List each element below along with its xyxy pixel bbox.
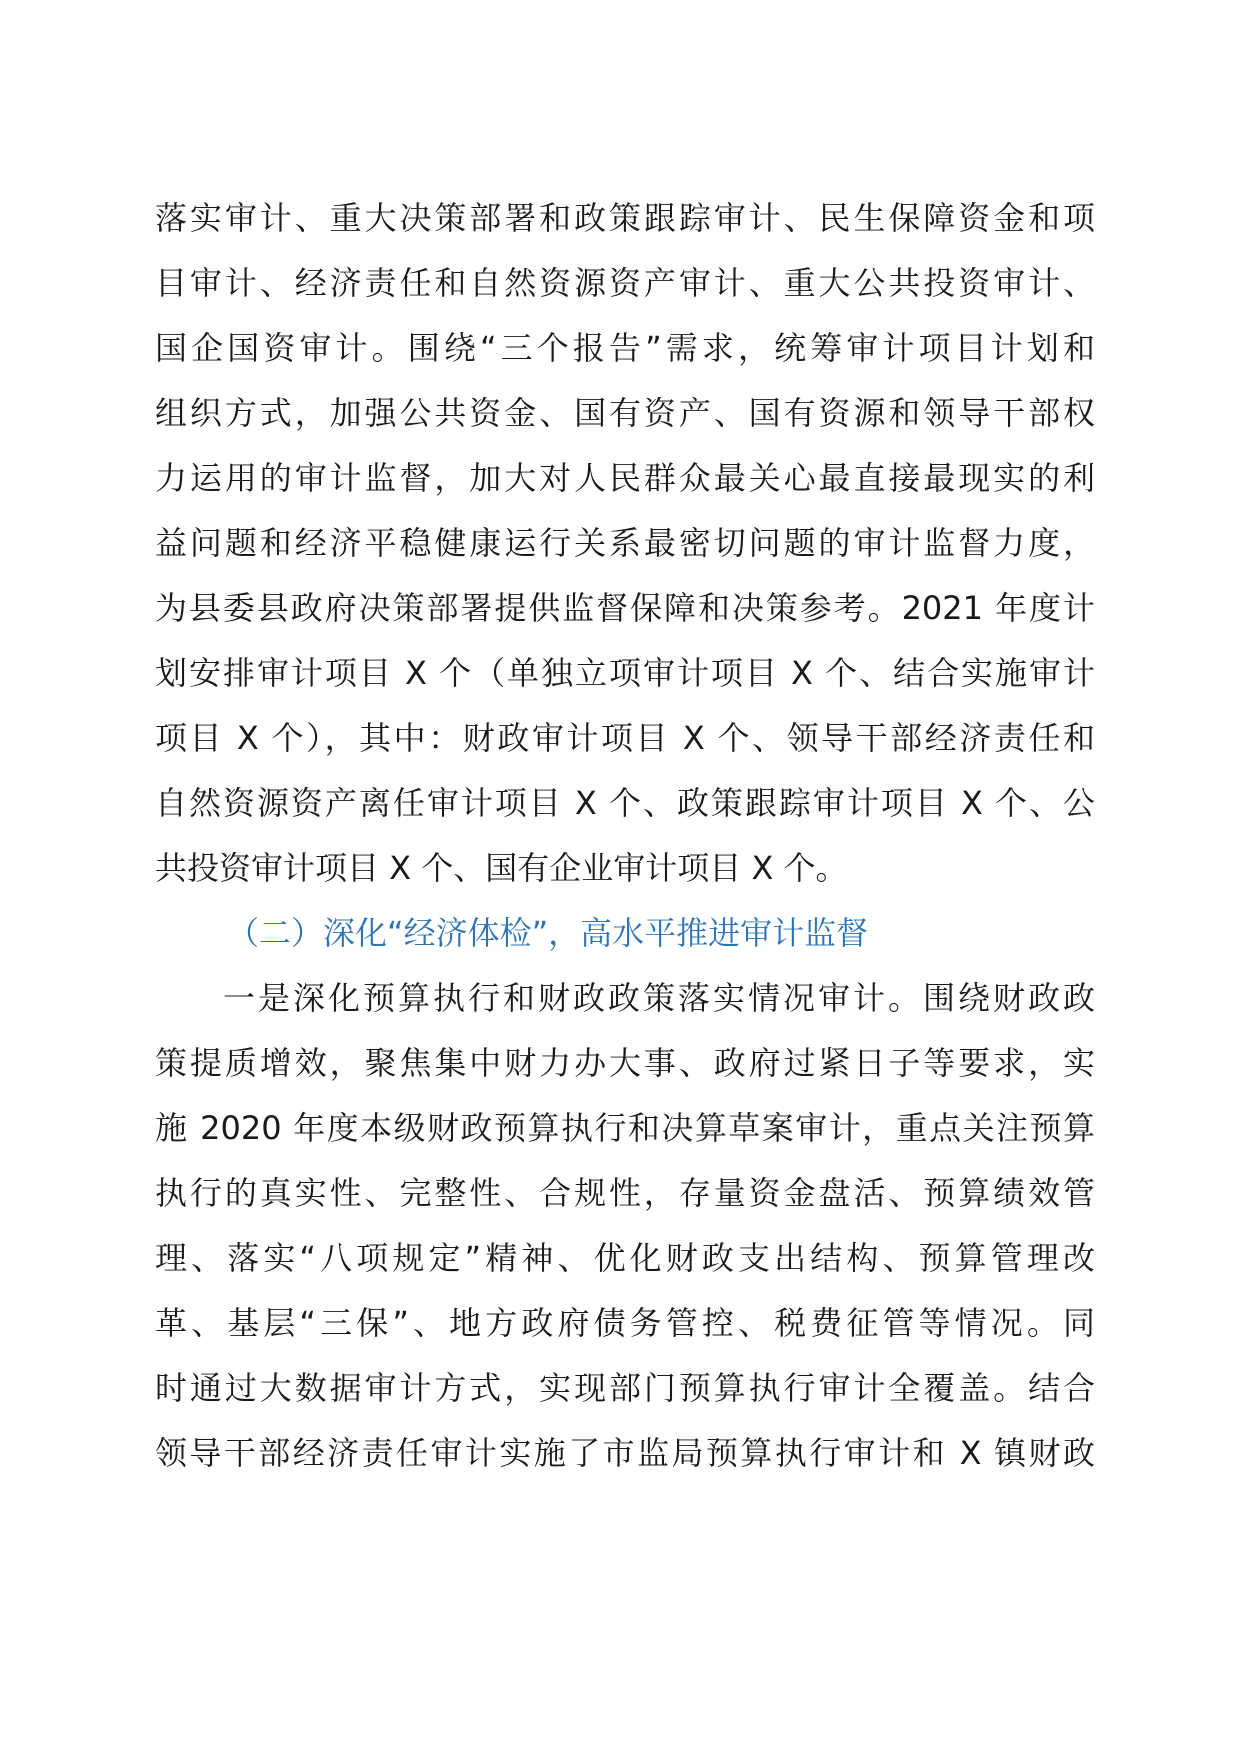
text-line: 落实审计、重大决策部署和政策跟踪审计、民生保障资金和项 [155,199,1095,237]
heading-text: （二）深化“经济体检”，高水平推进审计监督 [227,914,869,952]
text-line: 组织方式，加强公共资金、国有资产、国有资源和领导干部权 [155,394,1095,432]
text-line: 一是深化预算执行和财政政策落实情况审计。围绕财政政 [223,979,1095,1017]
section-heading [155,901,1095,966]
paragraph-1 [155,186,1095,901]
text-line: 力运用的审计监督，加大对人民群众最关心最直接最现实的利 [155,459,1095,497]
text-line: 自然资源资产离任审计项目 X 个、政策跟踪审计项目 X 个、公 [155,784,1095,822]
text-line: 项目 X 个），其中：财政审计项目 X 个、领导干部经济责任和 [155,719,1095,757]
text-line: 领导干部经济责任审计实施了市监局预算执行审计和 X 镇财政 [155,1434,1095,1472]
text-line: 理、落实“八项规定”精神、优化财政支出结构、预算管理改 [155,1239,1095,1277]
text-line: 共投资审计项目 X 个、国有企业审计项目 X 个。 [155,849,848,887]
text-line: 为县委县政府决策部署提供监督保障和决策参考。2021 年度计 [155,589,1095,627]
text-line: 革、基层“三保”、地方政府债务管控、税费征管等情况。同 [155,1304,1095,1342]
text-line: 国企国资审计。围绕“三个报告”需求，统筹审计项目计划和 [155,329,1095,367]
text-line: 目审计、经济责任和自然资源资产审计、重大公共投资审计、 [155,264,1095,302]
text-line: 执行的真实性、完整性、合规性，存量资金盘活、预算绩效管 [155,1174,1095,1212]
text-line: 益问题和经济平稳健康运行关系最密切问题的审计监督力度， [155,524,1095,562]
text-line: 时通过大数据审计方式，实现部门预算执行审计全覆盖。结合 [155,1369,1095,1407]
text-line: 策提质增效，聚焦集中财力办大事、政府过紧日子等要求，实 [155,1044,1095,1082]
text-line: 施 2020 年度本级财政预算执行和决算草案审计，重点关注预算 [155,1109,1095,1147]
paragraph-2 [155,966,1095,1486]
text-line: 划安排审计项目 X 个（单独立项审计项目 X 个、结合实施审计 [155,654,1095,692]
